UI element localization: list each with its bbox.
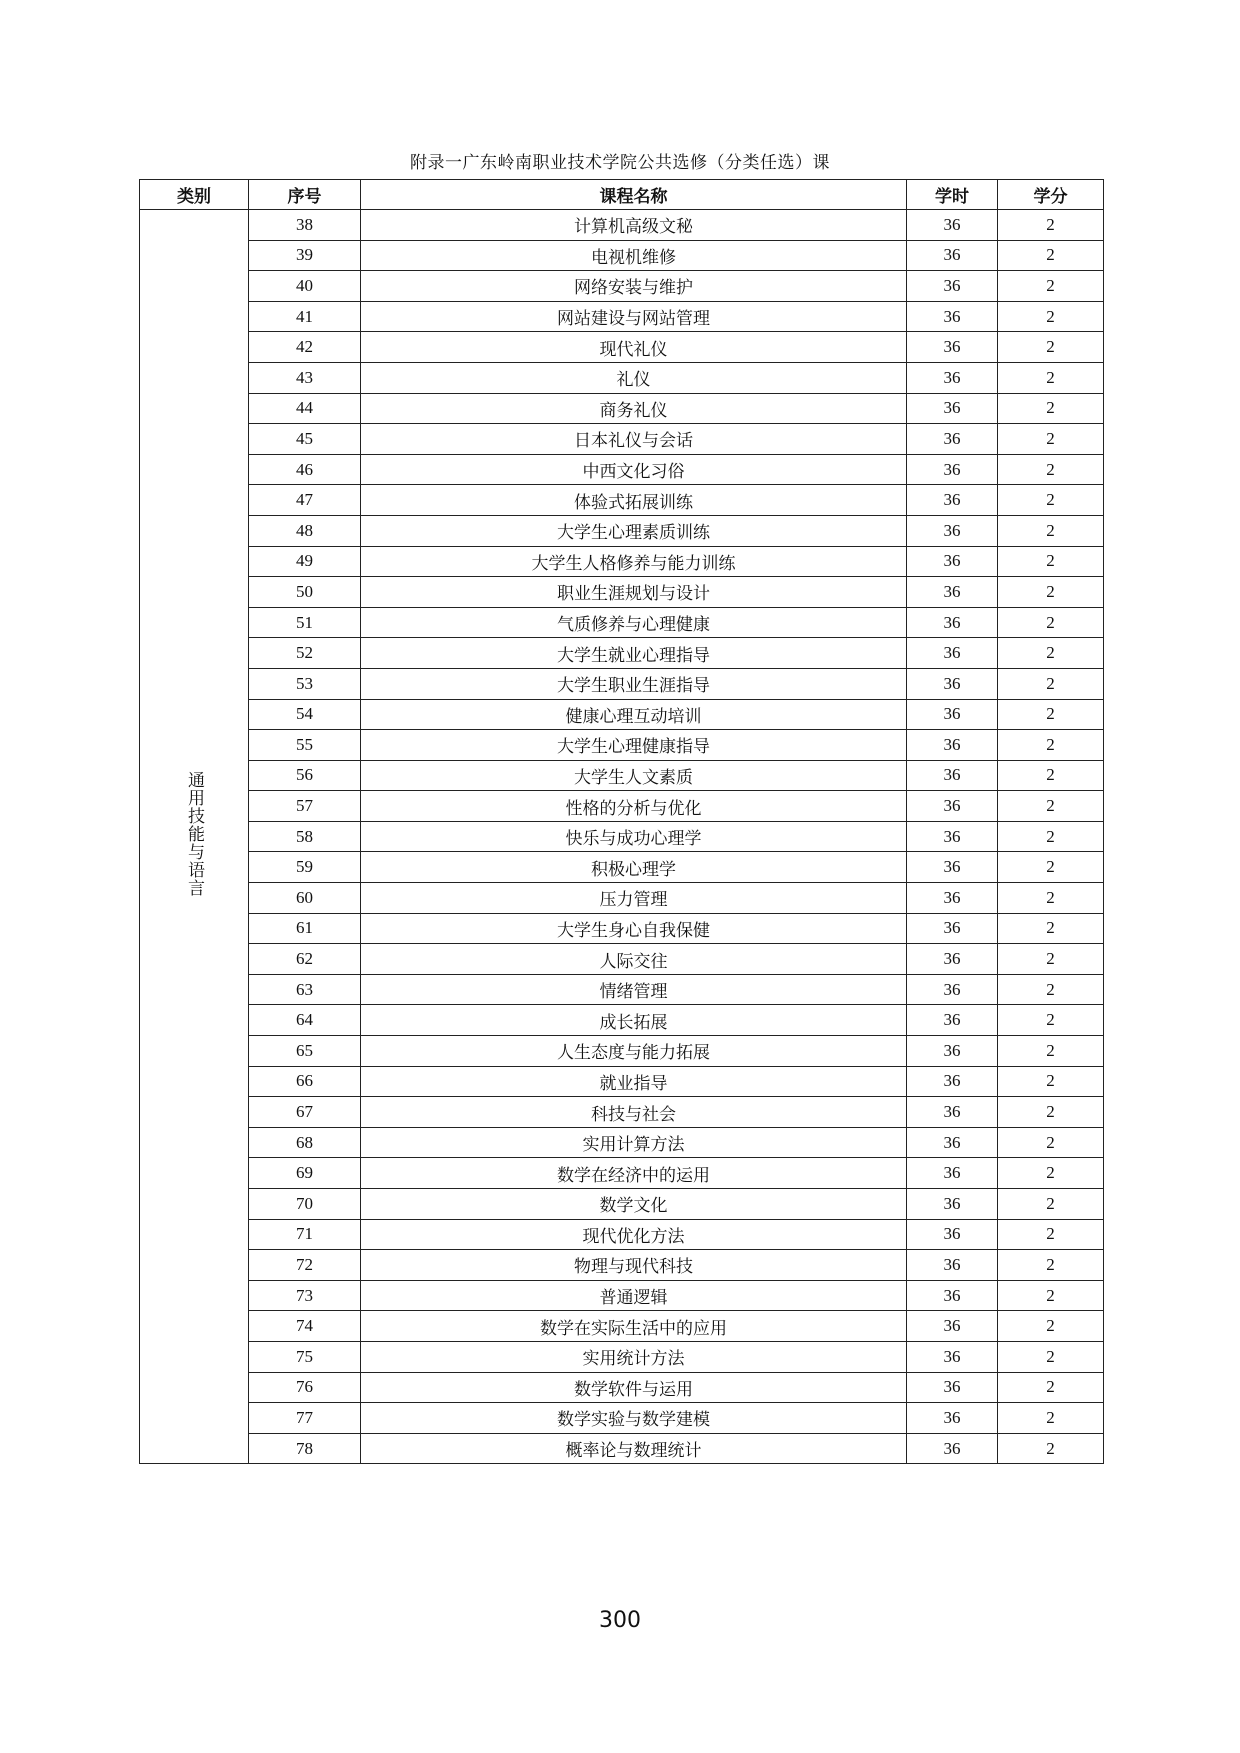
course-credits: 2	[998, 852, 1104, 883]
course-credits: 2	[998, 577, 1104, 608]
course-credits: 2	[998, 1097, 1104, 1128]
table-header-row	[140, 180, 1104, 210]
row-number: 56	[249, 760, 361, 791]
course-name: 数学实验与数学建模	[361, 1403, 907, 1434]
course-credits: 2	[998, 1433, 1104, 1464]
course-hours: 36	[907, 546, 998, 577]
course-name: 现代优化方法	[361, 1219, 907, 1250]
course-name: 快乐与成功心理学	[361, 821, 907, 852]
course-hours: 36	[907, 607, 998, 638]
course-name: 职业生涯规划与设计	[361, 577, 907, 608]
table-row	[140, 424, 1104, 455]
row-number: 67	[249, 1097, 361, 1128]
table-row	[140, 607, 1104, 638]
course-hours: 36	[907, 1066, 998, 1097]
row-number: 53	[249, 668, 361, 699]
table-row	[140, 852, 1104, 883]
header-course-name: 课程名称	[361, 180, 907, 210]
table-row	[140, 210, 1104, 241]
row-number: 71	[249, 1219, 361, 1250]
row-number: 52	[249, 638, 361, 669]
document-title: 附录一广东岭南职业技术学院公共选修（分类任选）课	[410, 153, 830, 173]
row-number: 54	[249, 699, 361, 730]
course-hours: 36	[907, 699, 998, 730]
row-number: 59	[249, 852, 361, 883]
course-credits: 2	[998, 913, 1104, 944]
course-credits: 2	[998, 454, 1104, 485]
row-number: 74	[249, 1311, 361, 1342]
row-number: 39	[249, 240, 361, 271]
course-credits: 2	[998, 240, 1104, 271]
course-name: 数学在经济中的运用	[361, 1158, 907, 1189]
course-hours: 36	[907, 1403, 998, 1434]
course-credits: 2	[998, 1219, 1104, 1250]
course-credits: 2	[998, 1250, 1104, 1281]
course-name: 概率论与数理统计	[361, 1433, 907, 1464]
course-name: 电视机维修	[361, 240, 907, 271]
course-hours: 36	[907, 362, 998, 393]
course-name: 中西文化习俗	[361, 454, 907, 485]
table-row	[140, 668, 1104, 699]
course-credits: 2	[998, 362, 1104, 393]
course-hours: 36	[907, 730, 998, 761]
row-number: 63	[249, 974, 361, 1005]
table-row	[140, 1158, 1104, 1189]
row-number: 60	[249, 883, 361, 914]
row-number: 49	[249, 546, 361, 577]
table-row	[140, 240, 1104, 271]
row-number: 45	[249, 424, 361, 455]
table-row	[140, 485, 1104, 516]
row-number: 40	[249, 271, 361, 302]
header-credits: 学分	[998, 180, 1104, 210]
table-row	[140, 821, 1104, 852]
course-name: 就业指导	[361, 1066, 907, 1097]
course-hours: 36	[907, 1219, 998, 1250]
course-credits: 2	[998, 393, 1104, 424]
row-number: 48	[249, 515, 361, 546]
course-credits: 2	[998, 485, 1104, 516]
course-hours: 36	[907, 210, 998, 241]
course-name: 网络安装与维护	[361, 271, 907, 302]
course-name: 实用统计方法	[361, 1341, 907, 1372]
row-number: 75	[249, 1341, 361, 1372]
table-row	[140, 1433, 1104, 1464]
course-name: 气质修养与心理健康	[361, 607, 907, 638]
table-row	[140, 1311, 1104, 1342]
course-credits: 2	[998, 210, 1104, 241]
table-row	[140, 1341, 1104, 1372]
course-credits: 2	[998, 515, 1104, 546]
course-credits: 2	[998, 1158, 1104, 1189]
course-name: 普通逻辑	[361, 1280, 907, 1311]
course-hours: 36	[907, 913, 998, 944]
course-hours: 36	[907, 424, 998, 455]
course-credits: 2	[998, 730, 1104, 761]
course-credits: 2	[998, 668, 1104, 699]
course-name: 实用计算方法	[361, 1127, 907, 1158]
course-name: 人生态度与能力拓展	[361, 1036, 907, 1067]
course-name: 积极心理学	[361, 852, 907, 883]
course-hours: 36	[907, 791, 998, 822]
course-credits: 2	[998, 301, 1104, 332]
table-row	[140, 760, 1104, 791]
table-row	[140, 730, 1104, 761]
course-credits: 2	[998, 546, 1104, 577]
table-row	[140, 271, 1104, 302]
row-number: 47	[249, 485, 361, 516]
table-row	[140, 1036, 1104, 1067]
table-row	[140, 1005, 1104, 1036]
row-number: 78	[249, 1433, 361, 1464]
table-row	[140, 1250, 1104, 1281]
course-name: 大学生人文素质	[361, 760, 907, 791]
course-hours: 36	[907, 944, 998, 975]
table-row	[140, 1097, 1104, 1128]
table-row	[140, 454, 1104, 485]
course-credits: 2	[998, 1066, 1104, 1097]
course-name: 大学生心理素质训练	[361, 515, 907, 546]
course-name: 性格的分析与优化	[361, 791, 907, 822]
row-number: 44	[249, 393, 361, 424]
course-hours: 36	[907, 1036, 998, 1067]
course-name: 日本礼仪与会话	[361, 424, 907, 455]
course-hours: 36	[907, 1250, 998, 1281]
course-name: 大学生就业心理指导	[361, 638, 907, 669]
row-number: 73	[249, 1280, 361, 1311]
course-hours: 36	[907, 393, 998, 424]
row-number: 43	[249, 362, 361, 393]
course-name: 大学生心理健康指导	[361, 730, 907, 761]
course-hours: 36	[907, 760, 998, 791]
course-hours: 36	[907, 821, 998, 852]
course-hours: 36	[907, 1158, 998, 1189]
course-hours: 36	[907, 1280, 998, 1311]
course-hours: 36	[907, 577, 998, 608]
header-category: 类别	[140, 180, 249, 210]
course-credits: 2	[998, 1189, 1104, 1220]
course-hours: 36	[907, 271, 998, 302]
course-hours: 36	[907, 883, 998, 914]
course-hours: 36	[907, 1372, 998, 1403]
course-hours: 36	[907, 1341, 998, 1372]
table-row	[140, 883, 1104, 914]
table-row	[140, 638, 1104, 669]
course-credits: 2	[998, 638, 1104, 669]
table-row	[140, 699, 1104, 730]
row-number: 77	[249, 1403, 361, 1434]
course-name: 人际交往	[361, 944, 907, 975]
course-name: 大学生人格修养与能力训练	[361, 546, 907, 577]
course-credits: 2	[998, 332, 1104, 363]
course-name: 大学生身心自我保健	[361, 913, 907, 944]
course-credits: 2	[998, 1127, 1104, 1158]
course-name: 现代礼仪	[361, 332, 907, 363]
course-name: 成长拓展	[361, 1005, 907, 1036]
course-name: 网站建设与网站管理	[361, 301, 907, 332]
course-credits: 2	[998, 424, 1104, 455]
table-row	[140, 362, 1104, 393]
row-number: 64	[249, 1005, 361, 1036]
course-hours: 36	[907, 974, 998, 1005]
row-number: 62	[249, 944, 361, 975]
course-hours: 36	[907, 301, 998, 332]
row-number: 41	[249, 301, 361, 332]
row-number: 76	[249, 1372, 361, 1403]
course-hours: 36	[907, 1433, 998, 1464]
course-credits: 2	[998, 760, 1104, 791]
table-row	[140, 1280, 1104, 1311]
course-credits: 2	[998, 1005, 1104, 1036]
table-row	[140, 577, 1104, 608]
row-number: 55	[249, 730, 361, 761]
row-number: 72	[249, 1250, 361, 1281]
course-name: 礼仪	[361, 362, 907, 393]
table-row	[140, 1219, 1104, 1250]
course-credits: 2	[998, 791, 1104, 822]
table-row	[140, 913, 1104, 944]
table-body	[140, 210, 1104, 1464]
course-credits: 2	[998, 699, 1104, 730]
course-credits: 2	[998, 974, 1104, 1005]
page-number: 300	[599, 1608, 641, 1633]
course-name: 数学文化	[361, 1189, 907, 1220]
course-hours: 36	[907, 1097, 998, 1128]
course-name: 健康心理互动培训	[361, 699, 907, 730]
course-hours: 36	[907, 485, 998, 516]
course-credits: 2	[998, 1311, 1104, 1342]
course-credits: 2	[998, 607, 1104, 638]
course-credits: 2	[998, 1036, 1104, 1067]
course-name: 商务礼仪	[361, 393, 907, 424]
row-number: 42	[249, 332, 361, 363]
table-row	[140, 393, 1104, 424]
course-table	[139, 179, 1104, 1464]
row-number: 66	[249, 1066, 361, 1097]
course-name: 情绪管理	[361, 974, 907, 1005]
row-number: 61	[249, 913, 361, 944]
course-hours: 36	[907, 1127, 998, 1158]
table-row	[140, 1403, 1104, 1434]
table-row	[140, 515, 1104, 546]
course-credits: 2	[998, 1341, 1104, 1372]
table-row	[140, 1372, 1104, 1403]
course-hours: 36	[907, 852, 998, 883]
row-number: 38	[249, 210, 361, 241]
row-number: 58	[249, 821, 361, 852]
row-number: 65	[249, 1036, 361, 1067]
course-name: 压力管理	[361, 883, 907, 914]
table-row	[140, 1066, 1104, 1097]
row-number: 68	[249, 1127, 361, 1158]
row-number: 51	[249, 607, 361, 638]
course-name: 大学生职业生涯指导	[361, 668, 907, 699]
course-hours: 36	[907, 240, 998, 271]
course-name: 物理与现代科技	[361, 1250, 907, 1281]
table-row	[140, 332, 1104, 363]
row-number: 69	[249, 1158, 361, 1189]
course-credits: 2	[998, 944, 1104, 975]
course-hours: 36	[907, 1189, 998, 1220]
course-name: 数学软件与运用	[361, 1372, 907, 1403]
course-credits: 2	[998, 271, 1104, 302]
row-number: 50	[249, 577, 361, 608]
row-number: 70	[249, 1189, 361, 1220]
course-name: 体验式拓展训练	[361, 485, 907, 516]
course-hours: 36	[907, 332, 998, 363]
course-hours: 36	[907, 515, 998, 546]
course-hours: 36	[907, 1311, 998, 1342]
table-row	[140, 791, 1104, 822]
course-name: 计算机高级文秘	[361, 210, 907, 241]
course-credits: 2	[998, 821, 1104, 852]
table-row	[140, 546, 1104, 577]
course-credits: 2	[998, 883, 1104, 914]
table-row	[140, 301, 1104, 332]
header-hours: 学时	[907, 180, 998, 210]
table-row	[140, 1127, 1104, 1158]
course-name: 科技与社会	[361, 1097, 907, 1128]
course-hours: 36	[907, 1005, 998, 1036]
row-number: 46	[249, 454, 361, 485]
category-cell	[140, 210, 249, 1464]
table-row	[140, 1189, 1104, 1220]
table-row	[140, 944, 1104, 975]
header-number: 序号	[249, 180, 361, 210]
course-hours: 36	[907, 454, 998, 485]
category-label: 通用技能与语言	[184, 771, 204, 898]
course-hours: 36	[907, 668, 998, 699]
course-credits: 2	[998, 1372, 1104, 1403]
row-number: 57	[249, 791, 361, 822]
course-credits: 2	[998, 1403, 1104, 1434]
course-hours: 36	[907, 638, 998, 669]
course-name: 数学在实际生活中的应用	[361, 1311, 907, 1342]
course-credits: 2	[998, 1280, 1104, 1311]
table-row	[140, 974, 1104, 1005]
